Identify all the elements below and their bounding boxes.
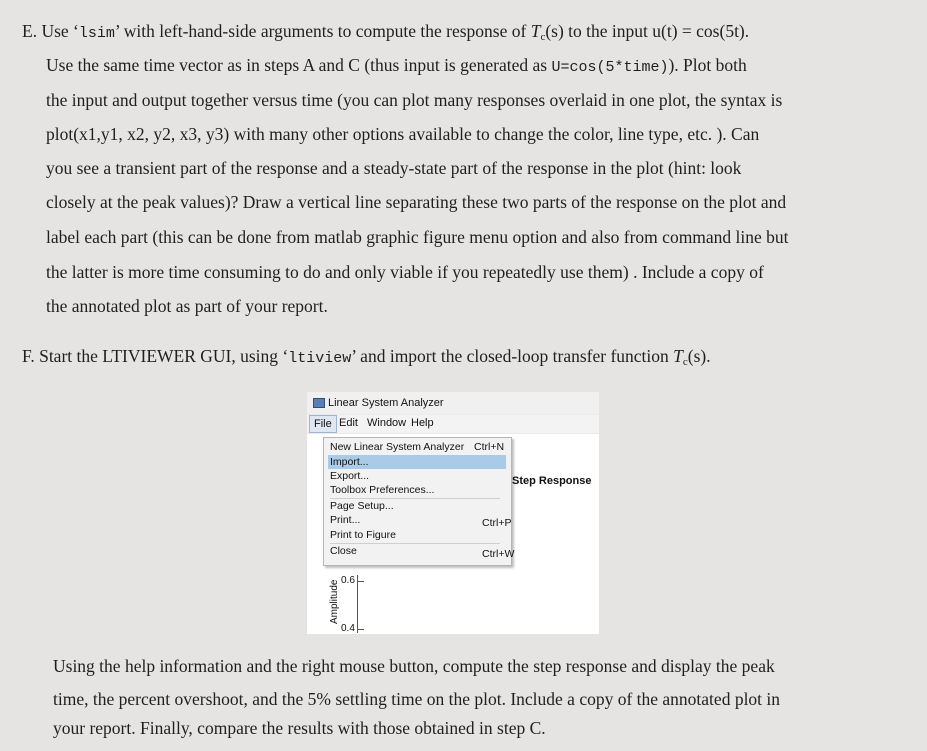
menu-edit[interactable]: Edit [339, 417, 358, 429]
section-e-line-2: Use the same time vector as in steps A and C (thus input is generated as U=cos(5*time)). Plot both [46, 55, 747, 76]
menu-separator [330, 498, 500, 499]
menu-item-print[interactable]: Print... [330, 514, 361, 526]
section-e-line-4: plot(x1,y1, x2, y2, x3, y3) with many other options available to change the color, line type, etc. ). Can [46, 124, 760, 144]
app-icon [313, 398, 325, 408]
menu-item-page-setup[interactable]: Page Setup... [330, 500, 394, 512]
menu-help[interactable]: Help [411, 417, 434, 429]
section-e-line-3: the input and output together versus time (you can plot many responses overlaid in one plot, the syntax is [46, 90, 783, 110]
section-e-line-6: closely at the peak values)? Draw a vertical line separating these two parts of the response on the plot and [46, 192, 787, 212]
code-lsim: lsim [78, 25, 115, 42]
menu-item-new[interactable]: New Linear System Analyzer [330, 441, 465, 453]
section-e-line-5: you see a transient part of the response and a steady-state part of the response in the plot (hint: look [46, 158, 742, 178]
final-line-2: time, the percent overshoot, and the 5% settling time on the plot. Include a copy of the annotated plot in [53, 689, 781, 709]
y-axis-label: Amplitude [329, 579, 340, 624]
y-tick [358, 629, 364, 630]
y-tick-label: 0.4 [341, 623, 355, 634]
code-input: U=cos(5*time) [551, 59, 669, 76]
file-menu-dropdown [323, 437, 515, 566]
window-title: Linear System Analyzer [328, 397, 444, 409]
section-f-line-1: F. Start the LTIVIEWER GUI, using ‘ltiview’ and import the closed-loop transfer function $T_c(s)$. [22, 346, 711, 368]
shortcut-close: Ctrl+W [482, 548, 515, 560]
menu-window[interactable]: Window [367, 417, 407, 429]
code-ltiview: ltiview [288, 350, 352, 367]
menu-file[interactable]: File [309, 415, 337, 433]
menu-bar [307, 415, 599, 433]
section-e-line-9: the annotated plot as part of your report. [46, 296, 328, 316]
y-tick [358, 581, 364, 582]
menu-item-preferences[interactable]: Toolbox Preferences... [330, 484, 435, 496]
plot-title: Step Response [512, 475, 592, 487]
menu-item-print-to-figure[interactable]: Print to Figure [330, 529, 396, 541]
menu-item-close[interactable]: Close [330, 545, 357, 557]
final-line-3: your report. Finally, compare the results with those obtained in step C. [53, 718, 546, 738]
shortcut-new: Ctrl+N [474, 441, 505, 453]
shortcut-print: Ctrl+P [482, 517, 512, 529]
menu-item-export[interactable]: Export... [330, 470, 370, 482]
menu-separator [330, 543, 500, 544]
section-e-line-8: the latter is more time consuming to do and only viable if you repeatedly use them) . Include a copy of [46, 262, 764, 282]
section-e-line-7: label each part (this can be done from matlab graphic figure menu option and also from command line but [46, 227, 789, 247]
ltiview-screenshot [307, 392, 599, 634]
y-axis [357, 575, 358, 633]
final-line-1: Using the help information and the right mouse button, compute the step response and display the peak [53, 656, 775, 676]
y-tick-label: 0.6 [341, 575, 355, 586]
menu-item-import[interactable]: Import... [330, 456, 369, 468]
section-e-line-1: E. Use ‘lsim’ with left-hand-side arguments to compute the response of $T_c(s)$ to the input u(t) = cos(5t). [22, 21, 750, 43]
window-titlebar [307, 392, 599, 414]
